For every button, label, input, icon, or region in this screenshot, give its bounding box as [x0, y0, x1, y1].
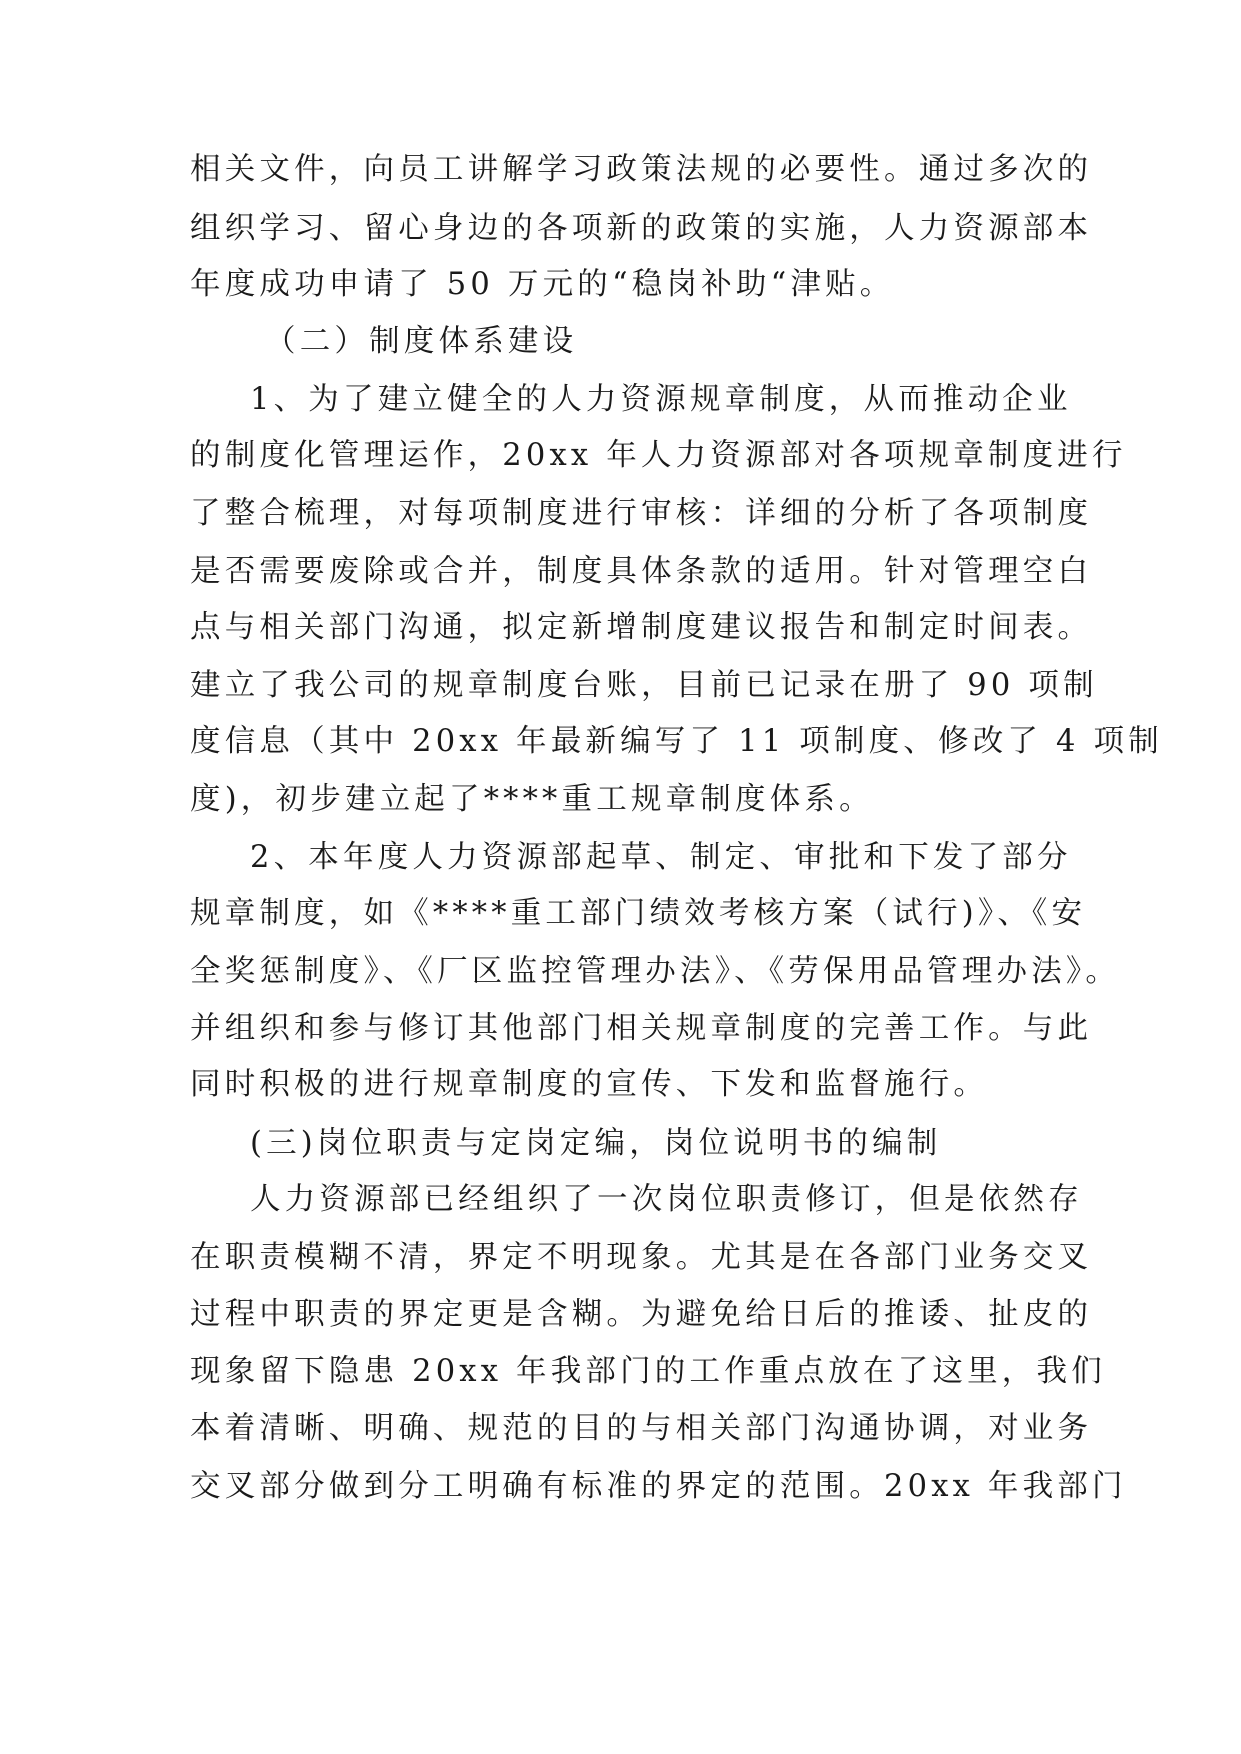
body-text-line: 全奖惩制度》、《厂区监控管理办法》、《劳保用品管理办法》。 [190, 954, 1121, 989]
section-heading: （二）制度体系建设 [265, 324, 578, 359]
body-text-line: 是否需要废除或合并，制度具体条款的适用。针对管理空白 [190, 554, 1093, 589]
body-text-line: 1、为了建立健全的人力资源规章制度，从而推动企业 [250, 382, 1072, 417]
body-text-line: 了整合梳理，对每项制度进行审核：详细的分析了各项制度 [190, 496, 1093, 531]
body-text-line: 在职责模糊不清，界定不明现象。尤其是在各部门业务交叉 [190, 1240, 1093, 1275]
body-text-line: 同时积极的进行规章制度的宣传、下发和监督施行。 [190, 1067, 989, 1102]
body-text-line: 度信息（其中 20xx 年最新编写了 11 项制度、修改了 4 项制 [190, 724, 1163, 759]
body-text-line: 人力资源部已经组织了一次岗位职责修订，但是依然存 [250, 1182, 1083, 1217]
body-text-line: 的制度化管理运作，20xx 年人力资源部对各项规章制度进行 [190, 438, 1127, 473]
body-text-line: 规章制度，如《****重工部门绩效考核方案（试行)》、《安 [190, 896, 1087, 931]
body-text-line: 过程中职责的界定更是含糊。为避免给日后的推诿、扯皮的 [190, 1297, 1093, 1332]
body-text-line: 本着清晰、明确、规范的目的与相关部门沟通协调，对业务 [190, 1411, 1093, 1446]
body-text-line: 相关文件，向员工讲解学习政策法规的必要性。通过多次的 [190, 152, 1093, 187]
body-text-line: 并组织和参与修订其他部门相关规章制度的完善工作。与此 [190, 1011, 1093, 1046]
body-text-line: 度)，初步建立起了****重工规章制度体系。 [190, 782, 874, 817]
body-text-line: 建立了我公司的规章制度台账，目前已记录在册了 90 项制 [190, 668, 1098, 703]
body-text-line: 现象留下隐患 20xx 年我部门的工作重点放在了这里，我们 [190, 1354, 1106, 1389]
body-text-line: 交叉部分做到分工明确有标准的界定的范围。20xx 年我部门 [190, 1469, 1127, 1504]
section-heading: (三)岗位职责与定岗定编，岗位说明书的编制 [250, 1126, 942, 1161]
body-text-line: 组织学习、留心身边的各项新的政策的实施，人力资源部本 [190, 211, 1093, 246]
body-text-line: 点与相关部门沟通，拟定新增制度建议报告和制定时间表。 [190, 610, 1093, 645]
body-text-line: 年度成功申请了 50 万元的“稳岗补助“津贴。 [190, 267, 895, 302]
body-text-line: 2、本年度人力资源部起草、制定、审批和下发了部分 [250, 840, 1072, 875]
